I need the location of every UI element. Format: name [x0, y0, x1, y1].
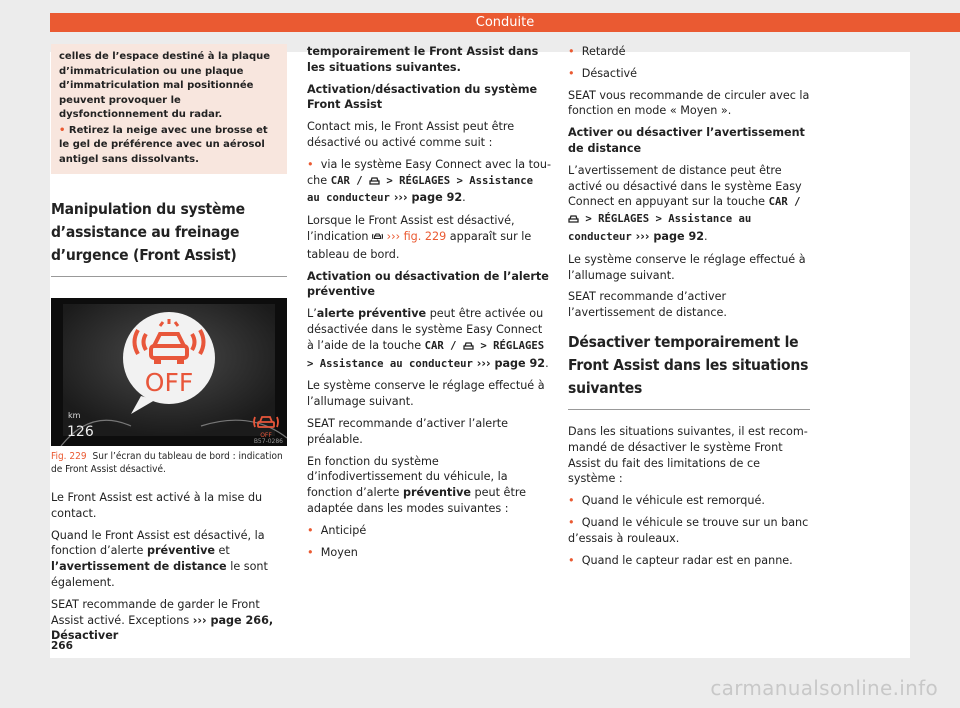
- bullet-icon: •: [568, 494, 575, 508]
- small-off-text: OFF: [260, 432, 272, 439]
- km-value: 126: [67, 424, 94, 440]
- list-item: • Retardé: [568, 45, 626, 58]
- list-item: • Quand le capteur radar est en panne.: [568, 553, 793, 567]
- paragraph: En fonction du système d’infodivertissement du véhicule, la fonction d’alerte préventive peut être adaptée dans les modes suivantes :: [307, 454, 527, 515]
- paragraph: SEAT vous recommande de circuler avec la fonction en mode « Moyen ».: [568, 88, 810, 118]
- page-link[interactable]: ››› page 92: [472, 356, 546, 370]
- car-menu-icon: [568, 213, 579, 229]
- bullet-icon: •: [307, 545, 314, 559]
- list-item: • Désactivé: [568, 66, 638, 80]
- list-item: • Quand le véhicule est remorqué.: [568, 494, 765, 508]
- front-assist-icon: [372, 231, 383, 247]
- paragraph: Contact mis, le Front Assist peut être désactivé ou activé comme suit :: [307, 120, 515, 149]
- bullet-icon: •: [568, 66, 575, 80]
- paragraph: L’alerte préventive peut être activée ou désactivée dans le système Easy Connect à l’aide de la touche CAR / > RÉGLAGES > Assistance au conducteur ››› page 92.: [307, 307, 549, 370]
- paragraph: Dans les situations suivantes, il est recommandé de désactiver le système Front Assist du fait des limitations de ce système :: [568, 424, 808, 486]
- paragraph: SEAT recommande d’activer l’avertissement de distance.: [568, 290, 727, 320]
- caption-label: Fig. 229: [51, 451, 87, 462]
- paragraph: Lorsque le Front Assist est désactivé, l’indication ››› fig. 229 apparaît sur le tableau de bord.: [307, 214, 532, 261]
- figure-caption: Fig. 229 Sur l’écran du tableau de bord : indication de Front Assist désactivé.: [51, 451, 283, 475]
- page-number: 266: [51, 640, 73, 652]
- paragraph: L’avertissement de distance peut être activé ou désactivé dans le système Easy Connect en appuyant sur la touche CAR / > RÉGLAGES > Assistance au conducteur ››› page 92.: [568, 163, 802, 243]
- bullet-icon: •: [568, 515, 575, 529]
- page-link[interactable]: ››› page 266, Désactiver: [51, 613, 274, 643]
- paragraph: SEAT recommande d’activer l’alerte préalable.: [307, 416, 509, 446]
- subheading: Activation ou désactivation de l’alerte préventive: [307, 269, 549, 299]
- bullet-icon: •: [568, 45, 575, 58]
- warning-text: celles de l’espace destiné à la plaque d’immatriculation ou une plaque d’immatriculation mal positionnée peuvent provoquer le dysfonctionnement du radar.: [59, 51, 271, 120]
- bullet-icon: •: [307, 523, 314, 537]
- paragraph: Le système conserve le réglage effectué à l’allumage suivant.: [307, 379, 545, 409]
- section-title: Conduite: [475, 15, 535, 30]
- page-link[interactable]: ››› page 92: [631, 229, 705, 243]
- list-item: • via le système Easy Connect avec la touche CAR / > RÉGLAGES > Assistance au conducteur ››› page 92.: [307, 157, 552, 205]
- section-heading: Désactiver temporairement le Front Assist dans les situations suivantes: [568, 331, 810, 410]
- warning-box: [51, 44, 287, 174]
- paragraph: Le système conserve le réglage effectué à l’allumage suivant.: [568, 252, 806, 282]
- watermark: carmanualsonline.info: [710, 676, 938, 700]
- column-1: [51, 44, 287, 644]
- page-link[interactable]: ››› page 92: [389, 191, 463, 205]
- figure-code: B57-0286: [253, 438, 283, 445]
- figure-link[interactable]: ››› fig. 229: [383, 229, 447, 243]
- bullet-icon: •: [59, 124, 66, 136]
- car-menu-icon: [369, 175, 380, 191]
- dashboard-display: [51, 298, 287, 446]
- section-heading: Manipulation du système d’assistance au freinage d’urgence (Front Assist): [51, 198, 287, 277]
- bullet-icon: •: [568, 553, 575, 567]
- paragraph: Quand le Front Assist est désactivé, la fonction d’alerte préventive et l’avertissement de distance le sont également.: [51, 528, 268, 589]
- section-header: [50, 13, 960, 32]
- column-3: [568, 44, 810, 568]
- off-text: OFF: [144, 368, 194, 397]
- car-menu-icon: [463, 340, 474, 356]
- list-item: • Moyen: [307, 545, 358, 559]
- bullet-icon: •: [307, 157, 314, 171]
- list-item: • Anticipé: [307, 523, 367, 537]
- km-label: km: [68, 411, 81, 420]
- dashboard-figure: [51, 298, 287, 446]
- paragraph: Le Front Assist est activé à la mise du contact.: [51, 491, 263, 520]
- paragraph: temporairement le Front Assist dans les situations suivantes.: [307, 45, 539, 74]
- list-item: • Quand le véhicule se trouve sur un banc d’essais à rouleaux.: [568, 515, 809, 545]
- subheading: Activer ou désactiver l’avertissement de distance: [568, 126, 805, 155]
- paragraph: SEAT recommande de garder le Front Assist activé. Exceptions ››› page 266, Désactiver: [51, 597, 274, 643]
- column-2: [307, 44, 552, 560]
- subheading: Activation/désactivation du système Front Assist: [307, 82, 538, 112]
- warning-bullet: • Retirez la neige avec une brosse et le gel de préférence avec un aérosol antigel sans dissolvants.: [59, 124, 268, 165]
